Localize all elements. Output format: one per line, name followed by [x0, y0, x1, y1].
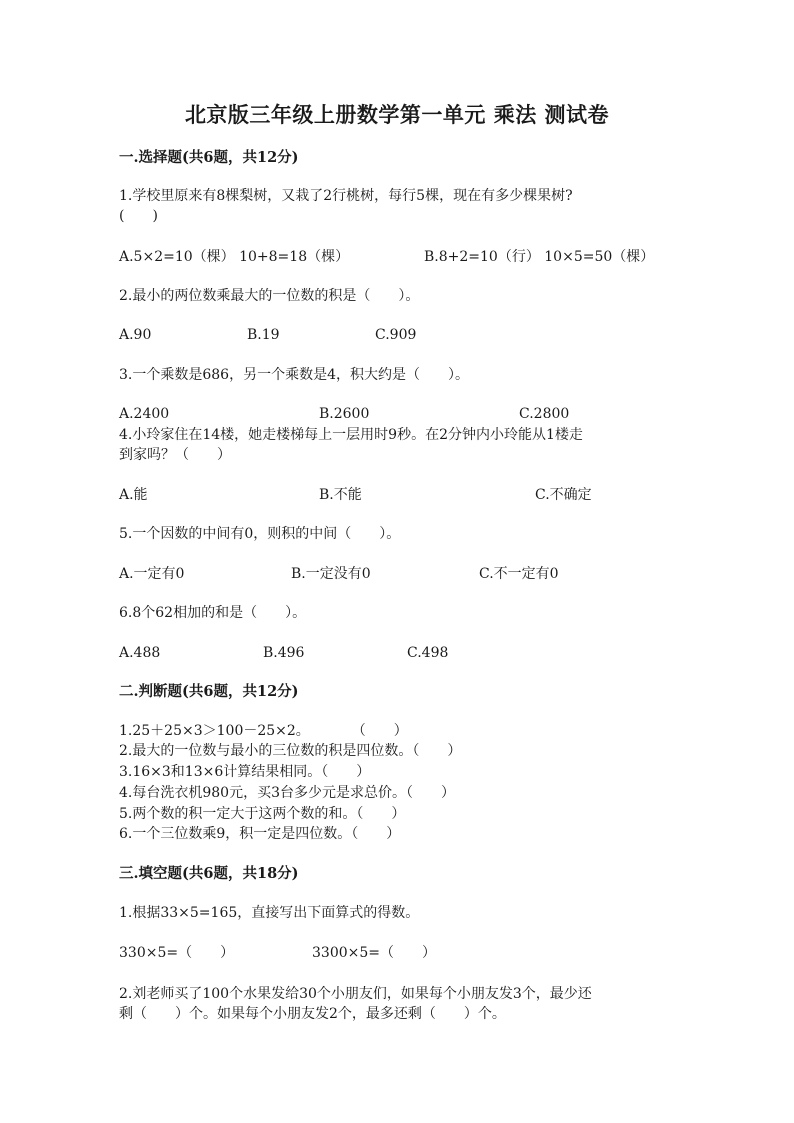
question-text: 剩（ ）个。如果每个小朋友发2个，最多还剩（ ）个。	[119, 1006, 506, 1022]
question-text: 3.一个乘数是686，另一个乘数是4，积大约是（ ）。	[119, 367, 469, 383]
option-b: B.2600	[319, 406, 370, 422]
judgment-item: 5.两个数的积一定大于这两个数的和。（ ）	[119, 806, 406, 822]
option-c: C.909	[375, 327, 417, 343]
question-text: 2.最小的两位数乘最大的一位数的积是（ ）。	[119, 288, 420, 304]
judgment-item: 1.25＋25×3＞100－25×2。 （ ）	[119, 723, 408, 739]
option-a: A.能	[119, 487, 148, 503]
option-a: A.2400	[119, 406, 170, 422]
page-title: 北京版三年级上册数学第一单元 乘法 测试卷	[184, 102, 610, 127]
option-c: C.不一定有0	[479, 566, 559, 582]
option-b: B.一定没有0	[291, 566, 371, 582]
question-text: 2.刘老师买了100个水果发给30个小朋友们，如果每个小朋友发3个，最少还	[119, 986, 592, 1002]
judgment-item: 3.16×3和13×6计算结果相同。（ ）	[119, 764, 371, 780]
option-c: C.498	[407, 645, 449, 661]
option-b: B.不能	[319, 487, 362, 503]
question-text: ( )	[119, 208, 158, 224]
option-a: A.488	[119, 645, 161, 661]
question-text: 1.学校里原来有8棵梨树，又栽了2行桃树，每行5棵，现在有多少棵果树?	[119, 188, 573, 204]
question-text: 1.根据33×5=165，直接写出下面算式的得数。	[119, 905, 420, 921]
section-heading-fill-in: 三.填空题(共6题，共18分)	[119, 865, 299, 882]
section-heading-choice: 一.选择题(共6题，共12分)	[119, 149, 299, 166]
fill-in-item: 3300×5=（ ）	[312, 945, 436, 961]
judgment-item: 4.每台洗衣机980元，买3台多少元是求总价。（ ）	[119, 785, 455, 801]
question-text: 4.小玲家住在14楼，她走楼梯每上一层用时9秒。在2分钟内小玲能从1楼走	[119, 427, 583, 443]
question-text: 到家吗？（ ）	[119, 447, 231, 463]
judgment-item: 6.一个三位数乘9，积一定是四位数。（ ）	[119, 826, 401, 842]
option-c: C.2800	[519, 406, 570, 422]
fill-in-item: 330×5=（ ）	[119, 945, 235, 961]
option-a: A.一定有0	[119, 566, 185, 582]
question-text: 6.8个62相加的和是（ ）。	[119, 605, 307, 621]
option-c: C.不确定	[535, 487, 592, 503]
option-b: B.8+2=10（行） 10×5=50（棵）	[424, 249, 655, 265]
option-b: B.496	[263, 645, 305, 661]
section-heading-judgment: 二.判断题(共6题，共12分)	[119, 683, 299, 700]
judgment-item: 2.最大的一位数与最小的三位数的积是四位数。（ ）	[119, 743, 462, 759]
question-text: 5.一个因数的中间有0，则积的中间（ ）。	[119, 526, 401, 542]
option-a: A.90	[119, 327, 152, 343]
option-a: A.5×2=10（棵） 10+8=18（棵）	[119, 249, 350, 265]
option-b: B.19	[247, 327, 280, 343]
